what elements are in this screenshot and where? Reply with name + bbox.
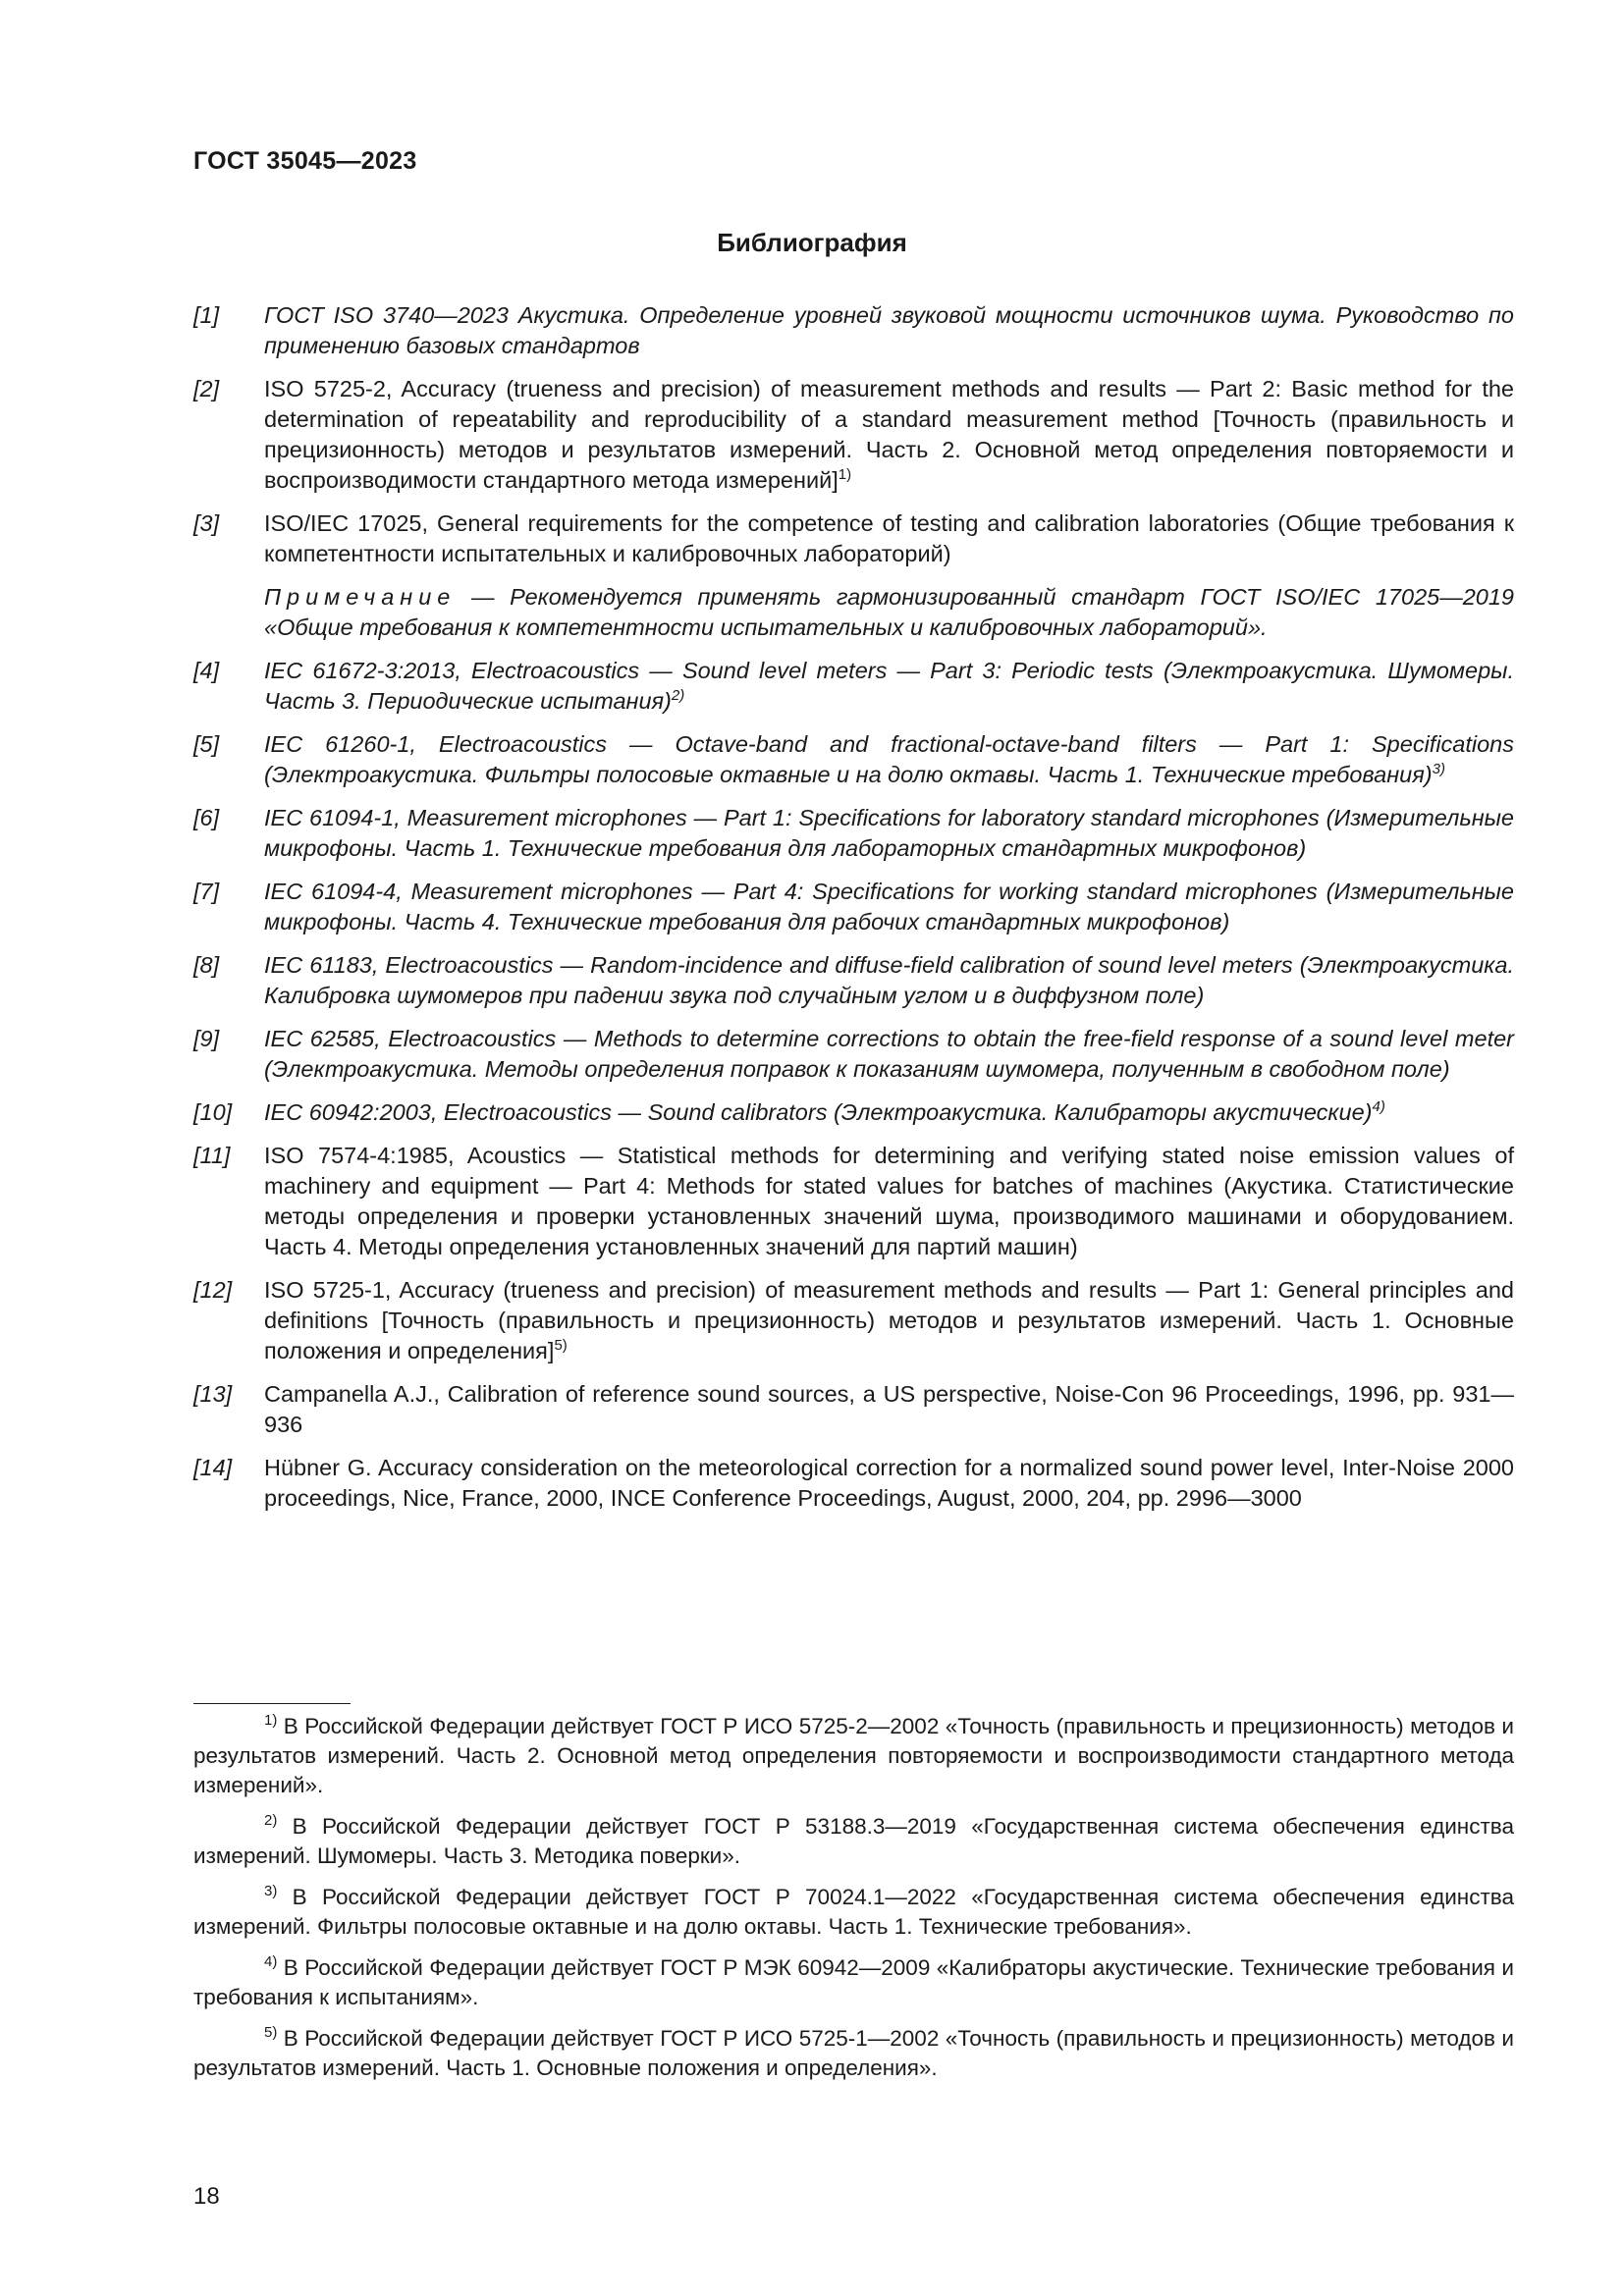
footnote-mark: 3) — [264, 1883, 278, 1899]
footnote-ref: 2) — [671, 687, 685, 704]
bib-entry-number: [2] — [193, 376, 220, 401]
bib-entry-4 — [193, 656, 1514, 717]
footnote-1 — [193, 1712, 1514, 1800]
page-title: Библиография — [717, 228, 907, 257]
bib-entry-number: [11] — [193, 1143, 231, 1168]
footnote-mark: 1) — [264, 1712, 278, 1729]
footnote-ref: 3) — [1432, 761, 1445, 777]
footnote-mark: 2) — [264, 1812, 278, 1829]
footnote-mark: 5) — [264, 2024, 278, 2041]
bib-entry-11 — [193, 1141, 1514, 1262]
bib-entry-6 — [193, 803, 1514, 864]
bib-entry-1 — [193, 300, 1514, 361]
bib-entry-text: IEC 61672-3:2013, Electroacoustics — Sound level meters — Part 3: Periodic tests (Электроакустика. Шумомеры. Часть 3. Периодические испытания) — [264, 658, 1514, 714]
footnote-2 — [193, 1812, 1514, 1871]
bib-entry-13 — [193, 1379, 1514, 1440]
bib-entry-number: [10] — [193, 1099, 233, 1125]
bib-entry-14 — [193, 1453, 1514, 1514]
bib-entry-text: ISO 7574-4:1985, Acoustics — Statistical methods for determining and verifying stated noise emission values of machinery and equipment — Part 4: Methods for stated values for batches of machines (Акустика. Статистические методы определения и проверки установленных значений шума, производимого машинами и оборудованием. Часть 4. Методы определения установленных значений для партий машин) — [264, 1143, 1514, 1259]
bib-entry-number: [1] — [193, 302, 220, 328]
bibliography-list — [193, 300, 1514, 1526]
bib-entry-number: [9] — [193, 1026, 220, 1051]
footnotes — [193, 1712, 1514, 2095]
bib-entry-number: [14] — [193, 1455, 233, 1480]
bib-entry-number: [4] — [193, 658, 220, 683]
note-label: Примечание — [264, 584, 457, 610]
bib-entry-number: [7] — [193, 879, 220, 904]
bib-entry-text: IEC 61094-1, Measurement microphones — Part 1: Specifications for laboratory standard microphones (Измерительные микрофоны. Часть 1. Технические требования для лабораторных стандартных микрофонов) — [264, 805, 1514, 861]
bib-entry-text: ISO 5725-2, Accuracy (trueness and precision) of measurement methods and results — Part 2: Basic method for the determination of repeatability and reproducibility of a standard measurement method [Точность (правильность и прецизионность) методов и результатов измерений. Часть 2. Основной метод определения повторяемости и воспроизводимости стандартного метода измерений] — [264, 376, 1514, 493]
bib-entry-12 — [193, 1275, 1514, 1366]
document-code-header: ГОСТ 35045—2023 — [193, 147, 417, 175]
bib-entry-text: IEC 61260-1, Electroacoustics — Octave-band and fractional-octave-band filters — Part 1: Specifications (Электроакустика. Фильтры полосовые октавные и на долю октавы. Часть 1. Технические требования) — [264, 731, 1514, 787]
footnote-mark: 4) — [264, 1953, 278, 1970]
bib-entry-text: IEC 60942:2003, Electroacoustics — Sound calibrators (Электроакустика. Калибраторы акустические) — [264, 1099, 1373, 1125]
footnote-5 — [193, 2024, 1514, 2083]
bib-entry-number: [13] — [193, 1381, 233, 1407]
note-paragraph — [193, 582, 1514, 643]
footnote-text: В Российской Федерации действует ГОСТ Р 53188.3—2019 «Государственная система обеспечения единства измерений. Шумомеры. Часть 3. Методика поверки». — [193, 1814, 1514, 1868]
note-text: — Рекомендуется применять гармонизированный стандарт ГОСТ ISO/IEC 17025—2019 «Общие требования к компетентности испытательных и калибровочных лабораторий». — [264, 584, 1514, 640]
bib-entry-text: Hübner G. Accuracy consideration on the meteorological correction for a normalized sound power level, Inter-Noise 2000 proceedings, Nice, France, 2000, INCE Conference Proceedings, August, 2000, 204, pp. 2996—3000 — [264, 1455, 1514, 1511]
footnote-separator — [193, 1703, 351, 1704]
page-number: 18 — [193, 2183, 220, 2210]
footnote-text: В Российской Федерации действует ГОСТ Р 70024.1—2022 «Государственная система обеспечения единства измерений. Фильтры полосовые октавные и на долю октавы. Часть 1. Технические требования». — [193, 1885, 1514, 1939]
bib-entry-text: IEC 61183, Electroacoustics — Random-incidence and diffuse-field calibration of sound level meters (Электроакустика. Калибровка шумомеров при падении звука под случайным углом и в диффузном поле) — [264, 952, 1514, 1008]
bib-entry-text: IEC 62585, Electroacoustics — Methods to determine corrections to obtain the free-field response of a sound level meter (Электроакустика. Методы определения поправок к показаниям шумомера, полученным в свободном поле) — [264, 1026, 1514, 1082]
bib-entry-text: ISO 5725-1, Accuracy (trueness and precision) of measurement methods and results — Part 1: General principles and definitions [Точность (правильность и прецизионность) методов и результатов измерений. Часть 1. Основные положения и определения] — [264, 1277, 1514, 1363]
footnote-ref: 5) — [554, 1337, 568, 1354]
footnote-text: В Российской Федерации действует ГОСТ Р МЭК 60942—2009 «Калибраторы акустические. Технические требования и требования к испытаниям». — [193, 1955, 1514, 2009]
footnote-ref: 4) — [1372, 1098, 1385, 1115]
bib-entry-7 — [193, 877, 1514, 937]
footnote-4 — [193, 1953, 1514, 2012]
bib-entry-8 — [193, 950, 1514, 1011]
bib-entry-number: [3] — [193, 510, 220, 536]
bib-entry-5 — [193, 729, 1514, 790]
footnote-3 — [193, 1883, 1514, 1942]
bib-entry-number: [8] — [193, 952, 220, 978]
bib-entry-3 — [193, 508, 1514, 569]
footnote-ref: 1) — [838, 466, 852, 483]
bib-entry-2 — [193, 374, 1514, 496]
bib-entry-text: ГОСТ ISO 3740—2023 Акустика. Определение уровней звуковой мощности источников шума. Руководство по применению базовых стандартов — [264, 302, 1514, 358]
bib-entry-10 — [193, 1097, 1514, 1128]
bib-entry-text: IEC 61094-4, Measurement microphones — Part 4: Specifications for working standard microphones (Измерительные микрофоны. Часть 4. Технические требования для рабочих стандартных микрофонов) — [264, 879, 1514, 934]
bib-entry-text: ISO/IEC 17025, General requirements for the competence of testing and calibration laboratories (Общие требования к компетентности испытательных и калибровочных лабораторий) — [264, 510, 1514, 566]
bib-entry-9 — [193, 1024, 1514, 1085]
bib-entry-number: [12] — [193, 1277, 233, 1303]
footnote-text: В Российской Федерации действует ГОСТ Р ИСО 5725-2—2002 «Точность (правильность и прецизионность) методов и результатов измерений. Часть 2. Основной метод определения повторяемости и воспроизводимости стандартного метода измерений». — [193, 1714, 1514, 1797]
bib-entry-number: [6] — [193, 805, 220, 830]
footnote-text: В Российской Федерации действует ГОСТ Р ИСО 5725-1—2002 «Точность (правильность и прецизионность) методов и результатов измерений. Часть 1. Основные положения и определения». — [193, 2026, 1514, 2080]
bib-entry-number: [5] — [193, 731, 220, 757]
bib-entry-text: Campanella A.J., Calibration of reference sound sources, a US perspective, Noise-Con 96 Proceedings, 1996, pp. 931—936 — [264, 1381, 1514, 1437]
